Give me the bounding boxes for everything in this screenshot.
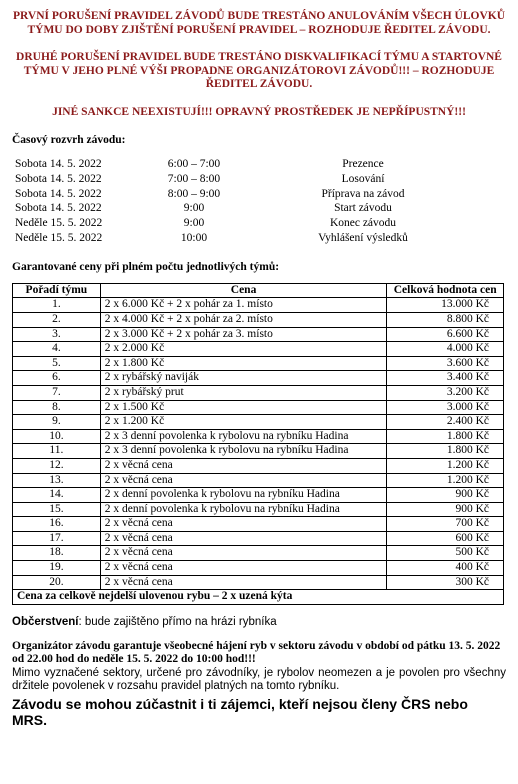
longest-fish-prize: Cena za celkově nejdelší ulovenou rybu – 2 x uzená kýta bbox=[13, 590, 504, 605]
schedule-date: Neděle 15. 5. 2022 bbox=[15, 231, 103, 244]
prize-description: 2 x 3 denní povolenka k rybolovu na rybníku Hadina bbox=[100, 429, 387, 444]
prize-rank: 8. bbox=[13, 400, 101, 415]
schedule-title: Časový rozvrh závodu: bbox=[12, 134, 126, 146]
header-value: Celková hodnota cen bbox=[387, 283, 504, 298]
prize-row bbox=[13, 473, 504, 488]
prize-row bbox=[13, 458, 504, 473]
prize-description: 2 x 4.000 Kč + 2 x pohár za 2. místo bbox=[100, 312, 387, 327]
prize-value: 3.000 Kč bbox=[387, 400, 504, 415]
prize-row bbox=[13, 312, 504, 327]
prize-rank: 17. bbox=[13, 531, 101, 546]
prize-row bbox=[13, 531, 504, 546]
prize-value: 3.600 Kč bbox=[387, 356, 504, 371]
schedule-row bbox=[15, 172, 501, 187]
prize-value: 4.000 Kč bbox=[387, 342, 504, 357]
prize-value: 3.400 Kč bbox=[387, 371, 504, 386]
prize-rank: 18. bbox=[13, 546, 101, 561]
prize-value: 13.000 Kč bbox=[387, 298, 504, 313]
prize-rank: 4. bbox=[13, 342, 101, 357]
warning-no-other-sanctions: JINÉ SANKCE NEEXISTUJÍ!!! OPRAVNÝ PROSTŘEDEK JE NEPŘÍPUSTNÝ!!! bbox=[52, 105, 466, 118]
prize-value: 400 Kč bbox=[387, 561, 504, 576]
prize-value: 6.600 Kč bbox=[387, 327, 504, 342]
prizes-footer-row bbox=[13, 590, 504, 605]
schedule-row bbox=[15, 157, 501, 172]
prize-rank: 3. bbox=[13, 327, 101, 342]
prize-value: 600 Kč bbox=[387, 531, 504, 546]
prize-description: 2 x rybářský prut bbox=[100, 385, 387, 400]
prize-row bbox=[13, 502, 504, 517]
prize-row bbox=[13, 327, 504, 342]
prize-row bbox=[13, 517, 504, 532]
schedule-time: 7:00 – 8:00 bbox=[167, 172, 221, 185]
prize-row bbox=[13, 488, 504, 503]
prize-rank: 14. bbox=[13, 488, 101, 503]
prize-value: 500 Kč bbox=[387, 546, 504, 561]
prize-description: 2 x rybářský naviják bbox=[100, 371, 387, 386]
schedule-row bbox=[15, 216, 501, 231]
prize-value: 2.400 Kč bbox=[387, 415, 504, 430]
schedule-time: 10:00 bbox=[180, 231, 208, 244]
prize-rank: 5. bbox=[13, 356, 101, 371]
prize-description: 2 x 6.000 Kč + 2 x pohár za 1. místo bbox=[100, 298, 387, 313]
prize-description: 2 x 1.800 Kč bbox=[100, 356, 387, 371]
prize-description: 2 x denní povolenka k rybolovu na rybníku Hadina bbox=[100, 488, 387, 503]
prize-row bbox=[13, 356, 504, 371]
schedule-time: 6:00 – 7:00 bbox=[167, 158, 221, 170]
prize-rank: 19. bbox=[13, 561, 101, 576]
schedule-date: Sobota 14. 5. 2022 bbox=[15, 172, 102, 185]
schedule-activity: Konec závodu bbox=[329, 217, 397, 230]
prize-description: 2 x 3 denní povolenka k rybolovu na rybníku Hadina bbox=[100, 444, 387, 459]
prize-row bbox=[13, 342, 504, 357]
schedule-date: Sobota 14. 5. 2022 bbox=[15, 187, 102, 200]
schedule-time: 8:00 – 9:00 bbox=[167, 187, 221, 200]
prize-description: 2 x denní povolenka k rybolovu na rybníku Hadina bbox=[100, 502, 387, 517]
prizes-header-row bbox=[13, 283, 504, 298]
schedule-table bbox=[15, 157, 501, 246]
prize-row bbox=[13, 575, 504, 590]
catering-label: Občerstvení bbox=[12, 615, 79, 628]
prize-value: 900 Kč bbox=[387, 488, 504, 503]
prize-rank: 1. bbox=[13, 298, 101, 313]
prize-description: 2 x věcná cena bbox=[100, 517, 387, 532]
catering-text: : bude zajištěno přímo na hrázi rybníka bbox=[78, 615, 277, 628]
schedule-activity: Vyhlášení výsledků bbox=[318, 231, 408, 244]
header-prize: Cena bbox=[100, 283, 387, 298]
schedule-activity: Start závodu bbox=[334, 202, 392, 215]
prize-row bbox=[13, 385, 504, 400]
warning-second-violation: DRUHÉ PORUŠENÍ PRAVIDEL BUDE TRESTÁNO DISKVALIFIKACÍ TÝMU A STARTOVNÉ TÝMU V JEHO PLNÉ VÝŠI PROPADNE ORGANIZÁTOROVI ZÁVODŮ!!! – ROZHODUJE ŘEDITEL ZÁVODU. bbox=[16, 51, 502, 90]
prize-rank: 9. bbox=[13, 415, 101, 430]
prizes-title: Garantované ceny při plném počtu jednotlivých týmů: bbox=[12, 260, 280, 273]
prize-description: 2 x 1.200 Kč bbox=[100, 415, 387, 430]
prize-value: 1.200 Kč bbox=[387, 458, 504, 473]
prize-row bbox=[13, 561, 504, 576]
header-rank: Pořadí týmu bbox=[13, 283, 101, 298]
prize-description: 2 x věcná cena bbox=[100, 531, 387, 546]
prize-row bbox=[13, 415, 504, 430]
schedule-date: Sobota 14. 5. 2022 bbox=[15, 202, 102, 215]
prize-value: 8.800 Kč bbox=[387, 312, 504, 327]
organizer-section bbox=[12, 640, 506, 694]
prize-description: 2 x věcná cena bbox=[100, 546, 387, 561]
prize-description: 2 x 3.000 Kč + 2 x pohár za 3. místo bbox=[100, 327, 387, 342]
schedule-activity: Losování bbox=[341, 172, 385, 185]
schedule-activity: Příprava na závod bbox=[321, 187, 405, 200]
prize-description: 2 x věcná cena bbox=[100, 561, 387, 576]
fish-protection-guarantee: Organizátor závodu garantuje všeobecné hájení ryb v sektoru závodu v období od pátku 13. 5. 2022 od 22.00 hod do neděle 15. 5. 2022 do 10:00 hod!!! bbox=[12, 639, 501, 666]
prize-row bbox=[13, 546, 504, 561]
schedule-row bbox=[15, 187, 501, 202]
prize-row bbox=[13, 444, 504, 459]
schedule-date: Neděle 15. 5. 2022 bbox=[15, 217, 103, 230]
schedule-date: Sobota 14. 5. 2022 bbox=[15, 158, 102, 170]
warning-first-violation: PRVNÍ PORUŠENÍ PRAVIDEL ZÁVODŮ BUDE TRESTÁNO ANULOVÁNÍM VŠECH ÚLOVKŮ TÝMU DO DOBY ZJIŠTĚNÍ PORUŠENÍ PRAVIDEL – ROZHODUJE ŘEDITEL ZÁVODU. bbox=[12, 10, 506, 36]
prize-rank: 7. bbox=[13, 385, 101, 400]
prize-value: 300 Kč bbox=[387, 575, 504, 590]
prize-value: 1.800 Kč bbox=[387, 444, 504, 459]
prize-row bbox=[13, 400, 504, 415]
prize-value: 1.200 Kč bbox=[387, 473, 504, 488]
outside-sectors-note: Mimo vyznačené sektory, určené pro závodníky, je rybolov neomezen a je povolen pro všechny držitele povolenek v rozsahu pravidel platných na tomto rybníku. bbox=[12, 666, 506, 693]
non-member-participation-note: Závodu se mohou zúčastnit i ti zájemci, kteří nejsou členy ČRS nebo MRS. bbox=[12, 695, 468, 728]
catering-note bbox=[12, 616, 506, 628]
prize-rank: 12. bbox=[13, 458, 101, 473]
prize-rank: 10. bbox=[13, 429, 101, 444]
prize-row bbox=[13, 371, 504, 386]
prize-description: 2 x věcná cena bbox=[100, 458, 387, 473]
prize-value: 1.800 Kč bbox=[387, 429, 504, 444]
prize-description: 2 x věcná cena bbox=[100, 575, 387, 590]
prize-rank: 13. bbox=[13, 473, 101, 488]
prize-description: 2 x 2.000 Kč bbox=[100, 342, 387, 357]
prize-row bbox=[13, 429, 504, 444]
schedule-row bbox=[15, 231, 501, 246]
prize-rank: 16. bbox=[13, 517, 101, 532]
prize-value: 900 Kč bbox=[387, 502, 504, 517]
schedule-activity: Prezence bbox=[342, 158, 384, 170]
prize-rank: 11. bbox=[13, 444, 101, 459]
schedule-row bbox=[15, 201, 501, 216]
prizes-table bbox=[12, 283, 504, 605]
prize-value: 700 Kč bbox=[387, 517, 504, 532]
prize-row bbox=[13, 298, 504, 313]
prize-description: 2 x 1.500 Kč bbox=[100, 400, 387, 415]
prize-rank: 20. bbox=[13, 575, 101, 590]
prize-rank: 6. bbox=[13, 371, 101, 386]
schedule-time: 9:00 bbox=[183, 217, 205, 230]
prize-rank: 2. bbox=[13, 312, 101, 327]
prize-description: 2 x věcná cena bbox=[100, 473, 387, 488]
prize-rank: 15. bbox=[13, 502, 101, 517]
schedule-time: 9:00 bbox=[183, 202, 205, 215]
prize-value: 3.200 Kč bbox=[387, 385, 504, 400]
